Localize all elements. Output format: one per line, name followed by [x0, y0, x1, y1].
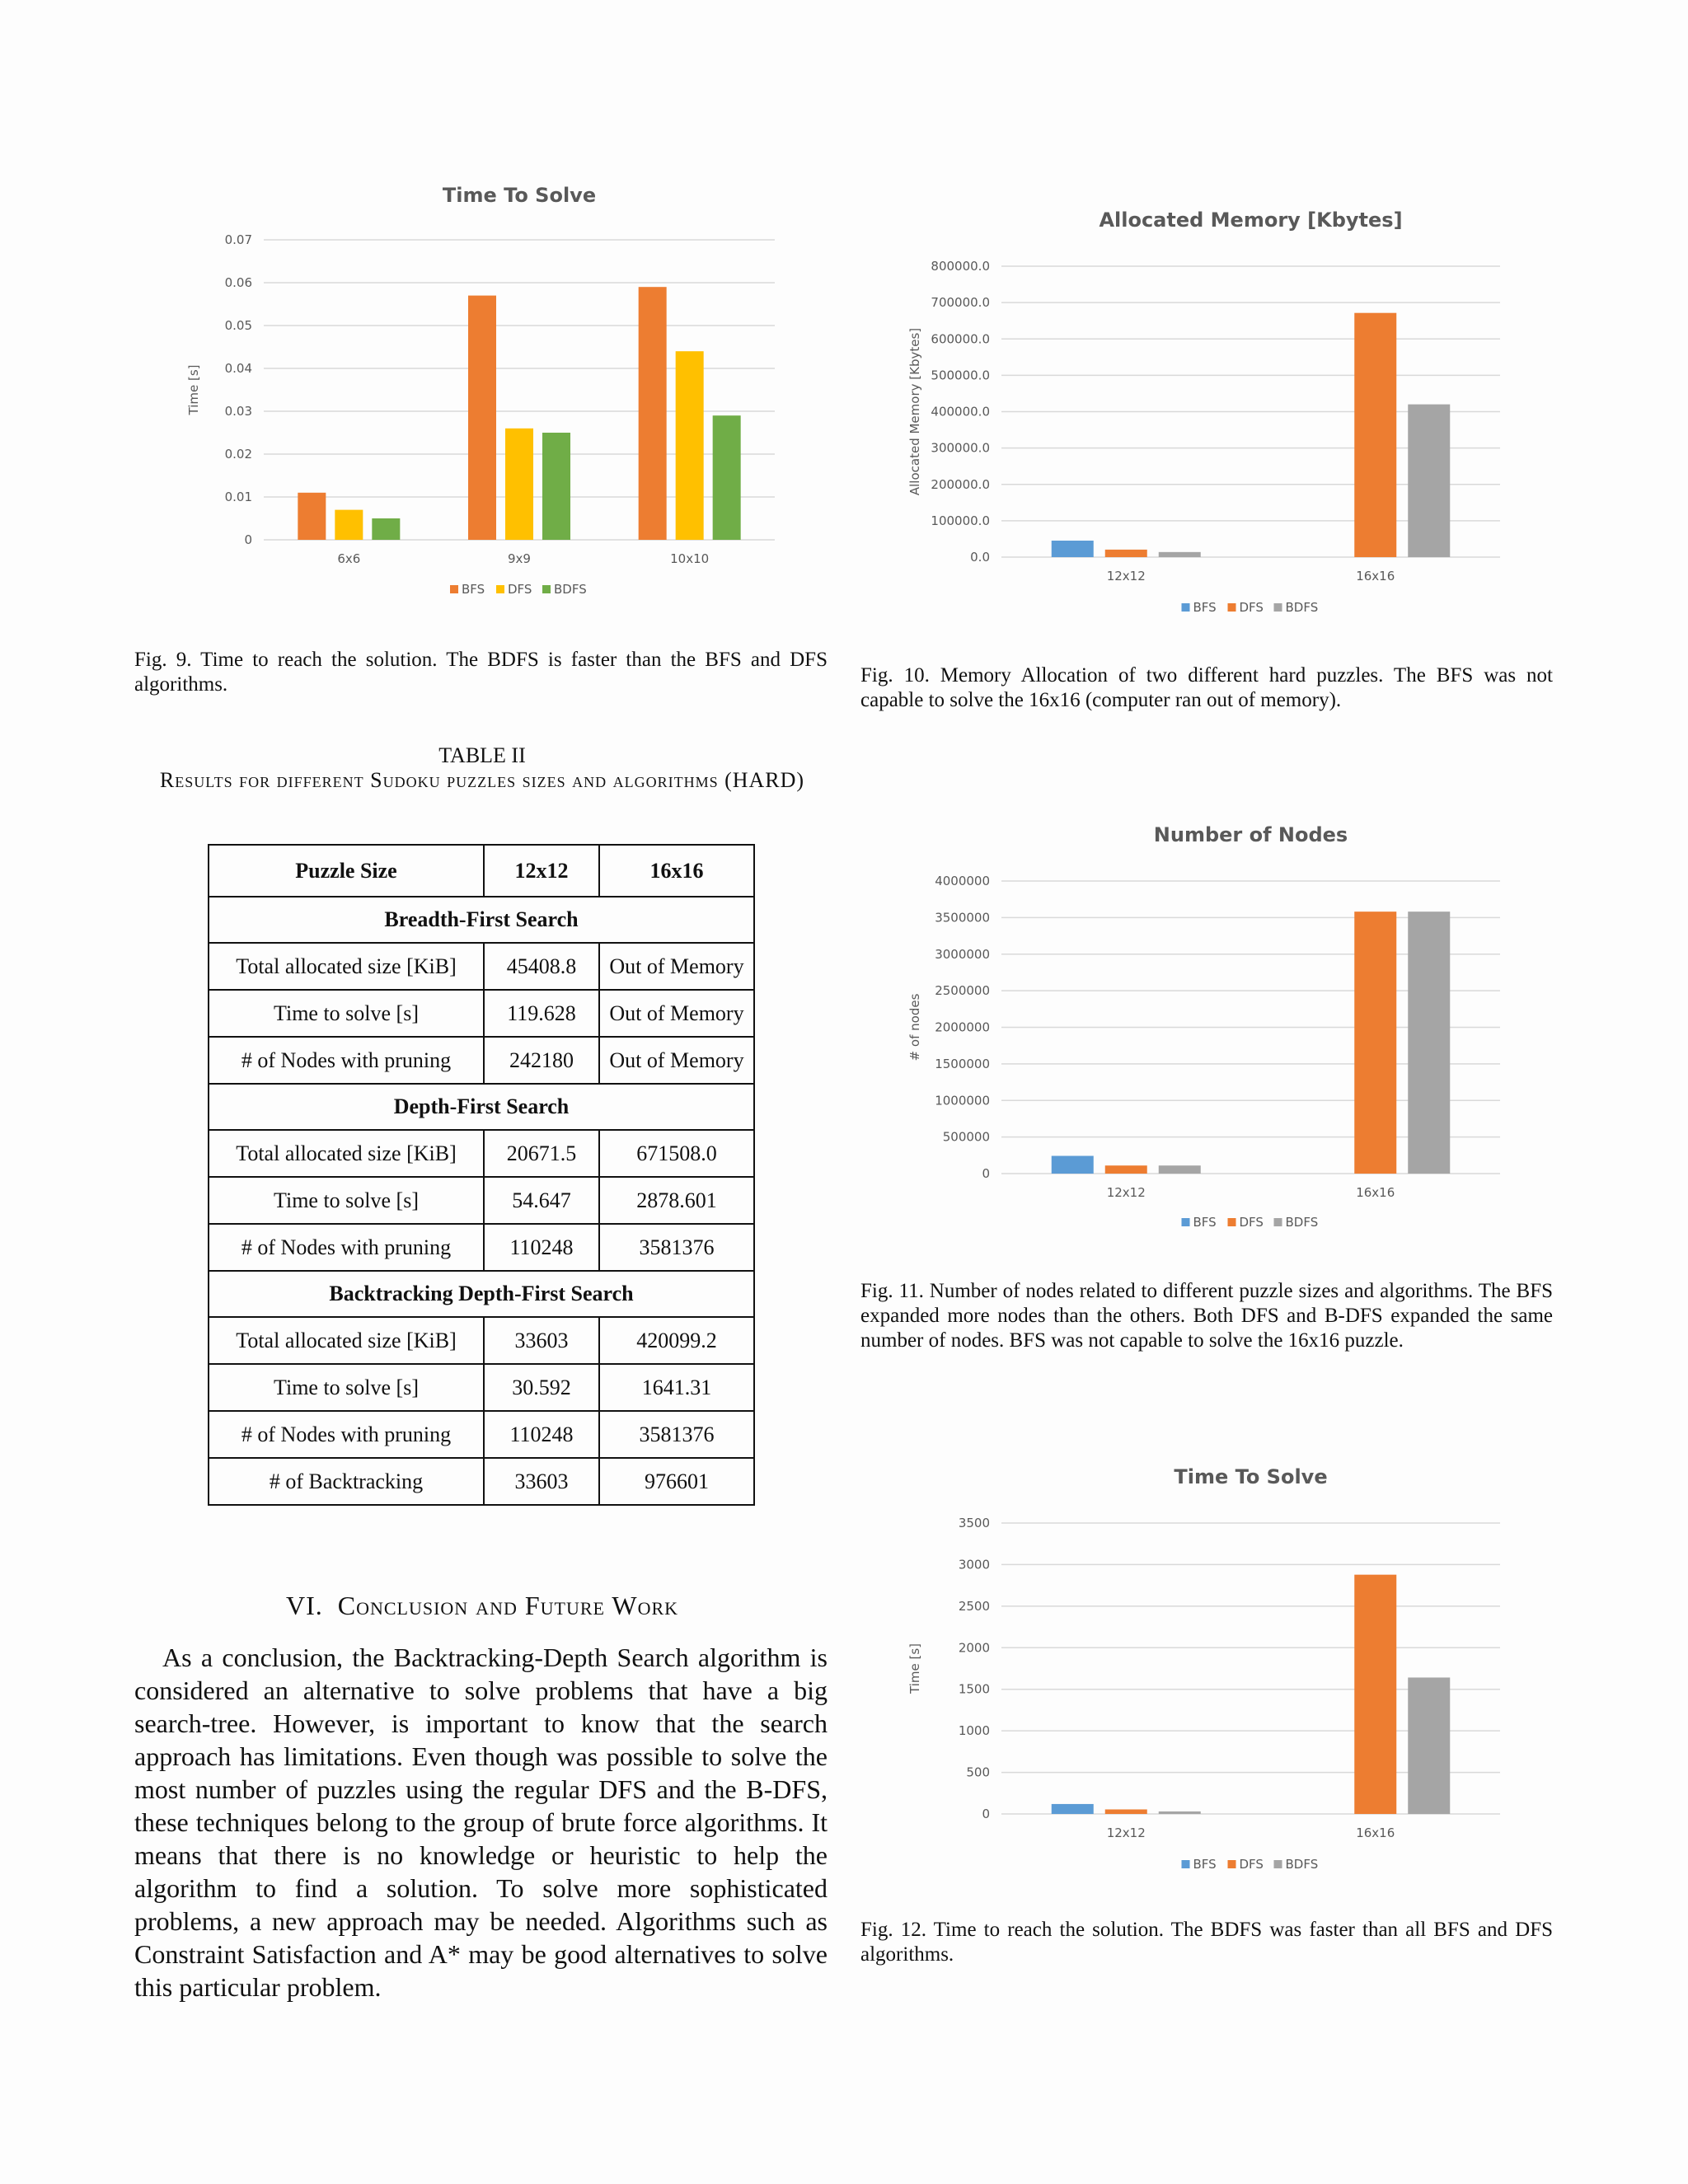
y-tick-label: 0.05 — [224, 318, 252, 333]
table-label: TABLE II — [438, 743, 526, 767]
figure-12-caption: Fig. 12. Time to reach the solution. The BDFS was faster than all BFS and DFS algorithms. — [860, 1919, 1553, 1966]
legend-swatch — [1182, 603, 1190, 612]
table-cell: 54.647 — [484, 1177, 599, 1224]
table-row — [209, 1411, 754, 1458]
y-axis-label: Time [s] — [907, 1643, 922, 1694]
table-cell: 20671.5 — [484, 1130, 599, 1177]
legend-label: BFS — [1193, 600, 1217, 615]
legend-swatch — [1274, 603, 1282, 612]
bar-dfs-16x16 — [1354, 1575, 1396, 1814]
figure-10-chart — [894, 202, 1521, 630]
table-row — [209, 1317, 754, 1364]
y-tick-label: 500000.0 — [931, 368, 990, 383]
y-tick-label: 1500 — [958, 1681, 990, 1697]
legend-swatch — [542, 585, 551, 593]
bar-dfs-12x12 — [1105, 550, 1147, 557]
x-tick-label: 12x12 — [1106, 569, 1146, 583]
x-tick-label: 6x6 — [337, 551, 361, 566]
bar-bfs-10x10 — [639, 287, 667, 540]
table-cell: Out of Memory — [599, 990, 754, 1037]
x-tick-label: 9x9 — [508, 551, 531, 566]
chart-title: Time To Solve — [442, 184, 597, 207]
legend-swatch — [1228, 603, 1236, 612]
legend-swatch — [1274, 1218, 1282, 1226]
y-tick-label: 0.04 — [224, 361, 252, 376]
legend-swatch — [1182, 1218, 1190, 1226]
y-tick-label: 1000000 — [935, 1093, 990, 1108]
x-tick-label: 12x12 — [1106, 1185, 1146, 1200]
table-section-row — [209, 1084, 754, 1130]
table-row — [209, 1037, 754, 1084]
table-cell: Out of Memory — [599, 943, 754, 990]
bar-bfs-9x9 — [468, 296, 496, 540]
y-tick-label: 0.0 — [970, 550, 990, 565]
bar-dfs-16x16 — [1354, 313, 1396, 557]
table-cell: Time to solve [s] — [209, 1177, 484, 1224]
table-row — [209, 990, 754, 1037]
table-section-title: Breadth-First Search — [209, 897, 754, 943]
legend-swatch — [1182, 1860, 1190, 1868]
x-tick-label: 10x10 — [670, 551, 710, 566]
y-tick-label: 800000.0 — [931, 259, 990, 274]
y-tick-label: 2000 — [958, 1640, 990, 1656]
y-tick-label: 0 — [982, 1166, 990, 1181]
y-axis-label: Time [s] — [186, 364, 201, 415]
table-cell: Total allocated size [KiB] — [209, 943, 484, 990]
table-row — [209, 1130, 754, 1177]
y-tick-label: 700000.0 — [931, 295, 990, 311]
y-tick-label: 500 — [966, 1765, 990, 1780]
table-cell: # of Nodes with pruning — [209, 1224, 484, 1271]
y-tick-label: 0 — [982, 1807, 990, 1821]
bar-dfs-10x10 — [676, 351, 704, 540]
bar-bfs-6x6 — [298, 493, 326, 540]
y-tick-label: 3000 — [958, 1557, 990, 1572]
bar-dfs-16x16 — [1354, 912, 1396, 1174]
y-tick-label: 1500000 — [935, 1056, 990, 1071]
table-cell: 1641.31 — [599, 1364, 754, 1411]
y-tick-label: 0.07 — [224, 232, 252, 247]
chart-title: Allocated Memory [Kbytes] — [1099, 209, 1403, 232]
legend-swatch — [1228, 1860, 1236, 1868]
y-tick-label: 3000000 — [935, 946, 990, 962]
legend-label: BFS — [462, 582, 485, 597]
section-heading — [132, 1591, 832, 1621]
figure-11-chart — [894, 820, 1521, 1249]
y-tick-label: 1000 — [958, 1723, 990, 1739]
y-tick-label: 2500 — [958, 1598, 990, 1614]
table-cell: 976601 — [599, 1458, 754, 1505]
y-tick-label: 0.03 — [224, 404, 252, 419]
legend-label: DFS — [1239, 1215, 1264, 1230]
table-section-title: Backtracking Depth-First Search — [209, 1271, 754, 1317]
y-tick-label: 0.06 — [224, 275, 252, 290]
legend-label: BFS — [1193, 1857, 1217, 1872]
table-row — [209, 1458, 754, 1505]
figure-12-chart — [894, 1459, 1521, 1887]
figure-10-caption: Fig. 10. Memory Allocation of two different hard puzzles. The BFS was not capable to solve the 16x16 (computer ran out of memory). — [860, 664, 1553, 711]
section-title: Conclusion and Future Work — [337, 1591, 679, 1620]
legend-label: BDFS — [1285, 1857, 1319, 1872]
legend-label: BFS — [1193, 1215, 1217, 1230]
table-header-cell: Puzzle Size — [209, 845, 484, 897]
bar-dfs-9x9 — [505, 429, 533, 540]
y-axis-label: Allocated Memory [Kbytes] — [907, 327, 922, 496]
x-tick-label: 16x16 — [1356, 1825, 1395, 1840]
table-cell: 33603 — [484, 1458, 599, 1505]
bar-bfs-12x12 — [1052, 1804, 1094, 1814]
legend-label: BDFS — [1285, 1215, 1319, 1230]
table-cell: 30.592 — [484, 1364, 599, 1411]
legend-swatch — [450, 585, 458, 593]
table-section-row — [209, 897, 754, 943]
table-cell: 2878.601 — [599, 1177, 754, 1224]
table-row — [209, 1364, 754, 1411]
table-cell: 420099.2 — [599, 1317, 754, 1364]
bar-bdfs-6x6 — [372, 518, 400, 540]
legend-swatch — [496, 585, 504, 593]
bar-bdfs-16x16 — [1408, 912, 1450, 1174]
bar-bdfs-16x16 — [1408, 1677, 1450, 1814]
legend-label: DFS — [508, 582, 532, 597]
table-cell: 110248 — [484, 1224, 599, 1271]
bar-dfs-12x12 — [1105, 1809, 1147, 1814]
table-cell: 45408.8 — [484, 943, 599, 990]
legend-swatch — [1274, 1860, 1282, 1868]
y-tick-label: 0.02 — [224, 447, 252, 462]
table-cell: 110248 — [484, 1411, 599, 1458]
table-title: Results for different Sudoku puzzles sizes and algorithms (HARD) — [159, 768, 805, 792]
table-cell: 33603 — [484, 1317, 599, 1364]
y-tick-label: 2000000 — [935, 1019, 990, 1035]
table-cell: Out of Memory — [599, 1037, 754, 1084]
table-section-title: Depth-First Search — [209, 1084, 754, 1130]
table-row — [209, 1224, 754, 1271]
y-tick-label: 500000 — [942, 1129, 990, 1145]
y-axis-label: # of nodes — [907, 993, 922, 1062]
table-row — [209, 1177, 754, 1224]
table-section-row — [209, 1271, 754, 1317]
y-tick-label: 4000000 — [935, 874, 990, 888]
bar-bdfs-10x10 — [713, 415, 741, 540]
bar-bdfs-12x12 — [1159, 552, 1201, 557]
bar-bfs-12x12 — [1052, 541, 1094, 557]
section-number: VI. — [285, 1591, 323, 1620]
legend-label: DFS — [1239, 1857, 1264, 1872]
table-cell: 3581376 — [599, 1411, 754, 1458]
figure-9-chart — [173, 177, 799, 606]
y-tick-label: 0.01 — [224, 490, 252, 504]
y-tick-label: 0 — [244, 532, 252, 547]
legend-label: DFS — [1239, 600, 1264, 615]
table-cell: 119.628 — [484, 990, 599, 1037]
table-cell: Time to solve [s] — [209, 990, 484, 1037]
bar-bdfs-12x12 — [1159, 1811, 1201, 1814]
table-header-cell: 16x16 — [599, 845, 754, 897]
y-tick-label: 3500000 — [935, 910, 990, 926]
bar-bdfs-16x16 — [1408, 405, 1450, 557]
table-header-cell: 12x12 — [484, 845, 599, 897]
x-tick-label: 16x16 — [1356, 1185, 1395, 1200]
table-cell: # of Backtracking — [209, 1458, 484, 1505]
table-cell: 242180 — [484, 1037, 599, 1084]
table-cell: Time to solve [s] — [209, 1364, 484, 1411]
results-table — [208, 844, 755, 1506]
table-header-row — [209, 845, 754, 897]
table-cell: Total allocated size [KiB] — [209, 1317, 484, 1364]
y-tick-label: 3500 — [958, 1516, 990, 1530]
chart-title: Number of Nodes — [1153, 823, 1348, 846]
table-cell: Total allocated size [KiB] — [209, 1130, 484, 1177]
y-tick-label: 200000.0 — [931, 476, 990, 492]
figure-9-caption: Fig. 9. Time to reach the solution. The BDFS is faster than the BFS and DFS algorithms. — [134, 649, 828, 696]
table-cell: # of Nodes with pruning — [209, 1037, 484, 1084]
bar-dfs-12x12 — [1105, 1165, 1147, 1174]
table-row — [209, 943, 754, 990]
legend-label: BDFS — [1285, 600, 1319, 615]
table-cell: 3581376 — [599, 1224, 754, 1271]
bar-bdfs-9x9 — [542, 433, 570, 540]
x-tick-label: 12x12 — [1106, 1825, 1146, 1840]
bar-dfs-6x6 — [335, 510, 363, 540]
y-tick-label: 300000.0 — [931, 440, 990, 456]
chart-title: Time To Solve — [1174, 1465, 1328, 1488]
legend-label: BDFS — [554, 582, 587, 597]
legend-swatch — [1228, 1218, 1236, 1226]
y-tick-label: 100000.0 — [931, 513, 990, 528]
conclusion-paragraph: As a conclusion, the Backtracking-Depth Search algorithm is considered an alternative to solve problems that have a big search-tree. However, is important to know that the search approach has limitations. Even though was possible to solve the most number of puzzles using the regular DFS and the B-DFS, these techniques belong to the group of brute force algorithms. It means that there is no knowledge or heuristic to help the algorithm to find a solution. To solve more sophisticated problems, a new approach may be needed. Algorithms such as Constraint Satisfaction and A* may be good alternatives to solve this particular problem. — [134, 1643, 828, 2002]
table-cell: 671508.0 — [599, 1130, 754, 1177]
y-tick-label: 400000.0 — [931, 404, 990, 419]
bar-bdfs-12x12 — [1159, 1165, 1201, 1174]
x-tick-label: 16x16 — [1356, 569, 1395, 583]
y-tick-label: 2500000 — [935, 983, 990, 999]
y-tick-label: 600000.0 — [931, 331, 990, 347]
figure-11-caption: Fig. 11. Number of nodes related to different puzzle sizes and algorithms. The BFS expanded more nodes than the others. Both DFS and B-DFS expanded the same number of nodes. BFS was not capable to solve the 16x16 puzzle. — [860, 1280, 1553, 1352]
table-cell: # of Nodes with pruning — [209, 1411, 484, 1458]
bar-bfs-12x12 — [1052, 1156, 1094, 1174]
